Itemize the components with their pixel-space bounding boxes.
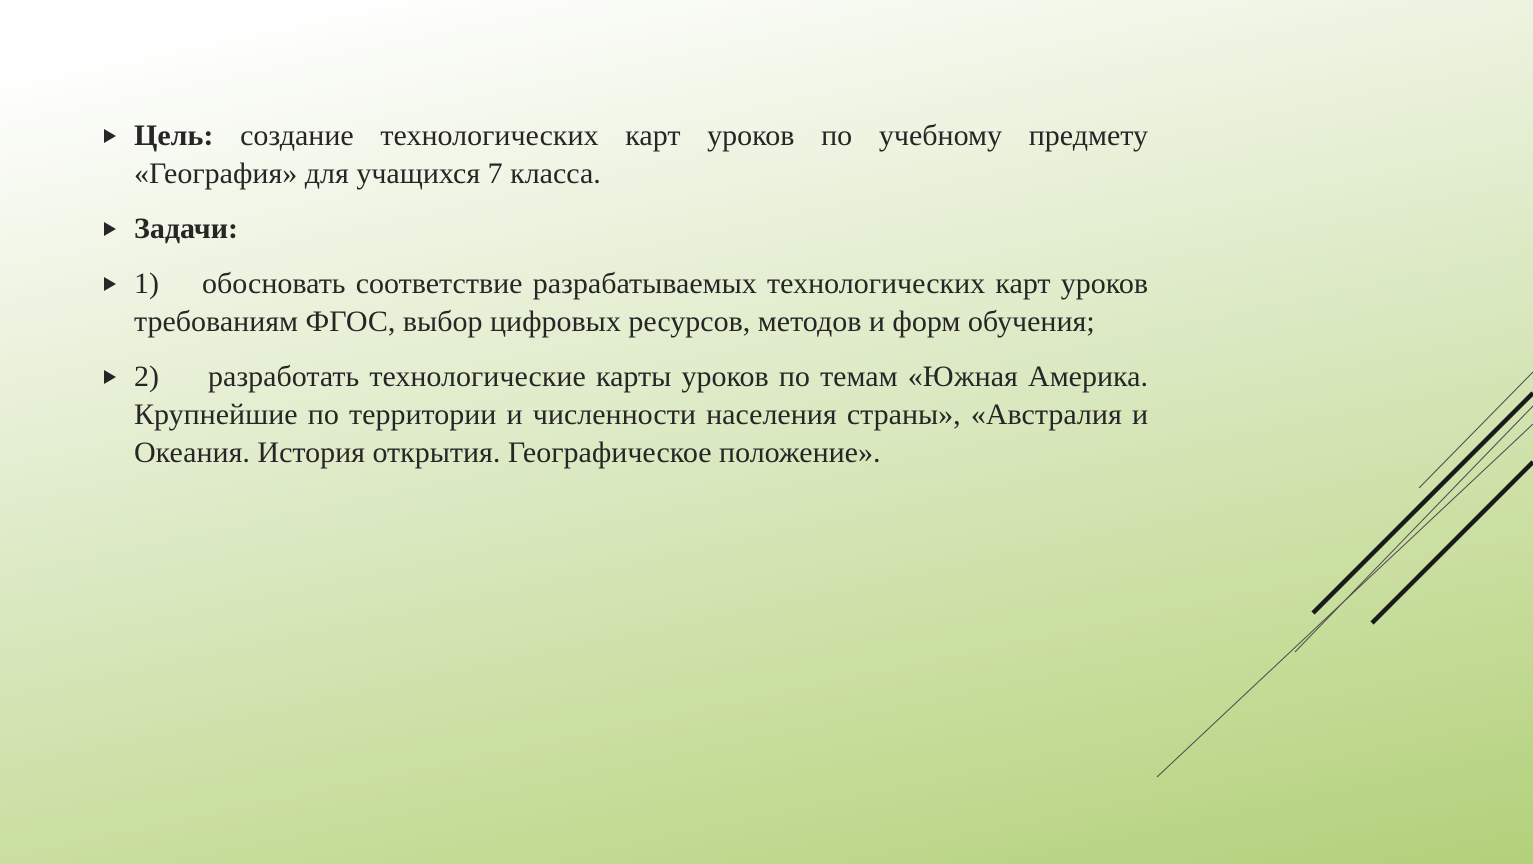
goal-text: создание технологических карт уроков по учебному предмету «География» для учащихся 7 класса. bbox=[134, 119, 1148, 190]
task-number-2: 2) bbox=[134, 360, 159, 393]
thin-line-short bbox=[1419, 372, 1533, 488]
thick-line-upper bbox=[1313, 393, 1533, 613]
goal-label: Цель: bbox=[134, 119, 214, 152]
task-text-1: обосновать соответствие разрабатываемых технологических карт уроков требованиям ФГОС, выбор цифровых ресурсов, методов и форм обучения; bbox=[134, 267, 1148, 338]
tasks-label: Задачи: bbox=[134, 212, 239, 245]
thick-line-lower bbox=[1372, 462, 1533, 623]
task-number-1: 1) bbox=[134, 267, 159, 300]
task-text-2: разработать технологические карты уроков по темам «Южная Америка. Крупнейшие по территории и численности населения страны», «Австралия и Океания. История открытия. Географическое положение». bbox=[134, 360, 1148, 469]
thin-line-mid bbox=[1295, 406, 1533, 652]
